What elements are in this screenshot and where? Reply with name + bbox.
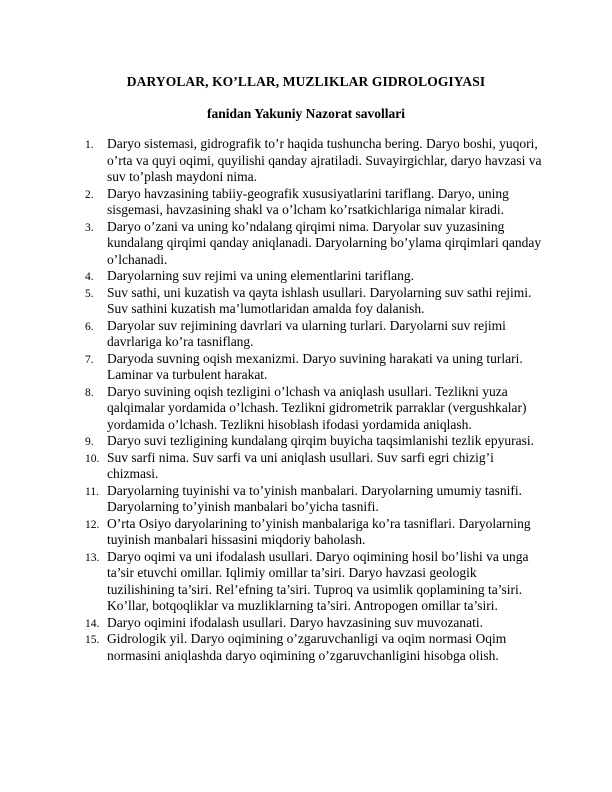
document-title: DARYOLAR, KO’LLAR, MUZLIKLAR GIDROLOGIYASI xyxy=(126,74,486,89)
question-text: Suv sathi, uni kuzatish va qayta ishlash usullari. Daryolarning suv sathi rejimi. Suv sathini kuzatish ma’lumotlaridan amalda foy dalanish. xyxy=(107,284,532,316)
question-text: Daryolar suv rejimining davrlari va ularning turlari. Daryolarni suv rejimi davrlariga ko’ra tasniflang. xyxy=(107,317,506,349)
question-item xyxy=(0,433,612,450)
question-number: 9. xyxy=(85,436,94,448)
questions-list xyxy=(0,136,612,664)
question-item xyxy=(0,615,612,632)
question-number: 15. xyxy=(85,634,100,646)
question-item xyxy=(0,318,612,351)
question-number: 8. xyxy=(85,386,94,399)
question-number: 10. xyxy=(85,452,100,465)
question-number: 12. xyxy=(85,518,100,531)
question-number: 11. xyxy=(85,485,99,498)
question-number: 7. xyxy=(85,353,94,366)
question-number: 3. xyxy=(85,221,94,234)
question-item xyxy=(0,483,612,516)
question-item xyxy=(0,136,612,186)
question-item xyxy=(0,268,612,285)
question-text: Daryo oqimini ifodalash usullari. Daryo havzasining suv muvozanati. xyxy=(107,614,484,630)
question-item xyxy=(0,549,612,615)
question-text: Suv sarfi nima. Suv sarfi va uni aniqlash usullari. Suv sarfi egri chizig’i chizmasi. xyxy=(107,449,494,481)
question-text: Daryolarning suv rejimi va uning elementlarini tariflang. xyxy=(107,268,415,283)
question-number: 4. xyxy=(85,271,94,283)
question-number: 1. xyxy=(85,139,94,151)
question-text: Daryo o’zani va uning ko’ndalang qirqimi nima. Daryolar suv yuzasining kundalang qirqimi qanday aniqlanadi. Daryolarning bo’ylama qirqimlari qanday o’lchanadi. xyxy=(107,218,542,267)
question-item xyxy=(0,186,612,219)
question-number: 5. xyxy=(85,287,94,300)
question-number: 2. xyxy=(85,188,94,201)
question-number: 13. xyxy=(85,551,100,564)
question-item xyxy=(0,516,612,549)
question-text: Gidrologik yil. Daryo oqimining o’zgaruvchanligi va oqim normasi Oqim normasini aniqlashda daryo oqimining o’zgaruvchanligini hisobga olish. xyxy=(107,631,507,663)
question-text: Daryo oqimi va uni ifodalash usullari. Daryo oqimining hosil bo’lishi va unga ta’sir etuvchi omillar. Iqlimiy omillar ta’siri. Daryo havzasi geologik tuzilishining ta’siri. Rel’efning ta’siri. Tuproq va usimlik qoplamining ta’siri. Ko’llar, botqoqliklar va muzliklarning ta’siri. Antropogen omillar ta’siri. xyxy=(107,548,529,613)
question-item xyxy=(0,219,612,269)
document-subtitle: fanidan Yakuniy Nazorat savollari xyxy=(207,106,405,121)
question-text: Daryo suvi tezligining kundalang qirqim buyicha taqsimlanishi tezlik epyurasi. xyxy=(107,433,535,448)
question-item xyxy=(0,631,612,664)
question-text: O’rta Osiyo daryolarining to’yinish manbalariga ko’ra tasniflari. Daryolarning tuyinish manbalari hissasini miqdoriy baholash. xyxy=(107,515,531,547)
question-text: Daryolarning tuyinishi va to’yinish manbalari. Daryolarning umumiy tasnifi. Daryolarning to’yinish manbalari bo’yicha tasnifi. xyxy=(107,482,523,514)
question-item xyxy=(0,384,612,434)
question-text: Daryo sistemasi, gidrografik to’r haqida tushuncha bering. Daryo boshi, yuqori, o’rta va quyi oqimi, quyilishi qanday ajratiladi. Suvayirgichlar, daryo havzasi va suv to’plash maydoni nima. xyxy=(107,136,542,184)
question-text: Daryo suvining oqish tezligini o’lchash va aniqlash usullari. Tezlikni yuza qalqimalar yordamida o’lchash. Tezlikni gidrometrik parraklar (vergushkalar) yordamida o’lchash. Tezlikni hisoblash ifodasi yordamida aniqlash. xyxy=(107,383,527,432)
question-item xyxy=(0,285,612,318)
question-text: Daryoda suvning oqish mexanizmi. Daryo suvining harakati va uning turlari. Laminar va turbulent harakat. xyxy=(107,350,523,382)
question-text: Daryo havzasining tabiiy-geografik xususiyatlarini tariflang. Daryo, uning sisgemasi, havzasining shakl va o’lcham ko’rsatkichlariga nimalar kiradi. xyxy=(107,185,509,217)
question-item xyxy=(0,351,612,384)
question-number: 6. xyxy=(85,320,94,333)
question-item xyxy=(0,450,612,483)
question-number: 14. xyxy=(85,617,100,630)
